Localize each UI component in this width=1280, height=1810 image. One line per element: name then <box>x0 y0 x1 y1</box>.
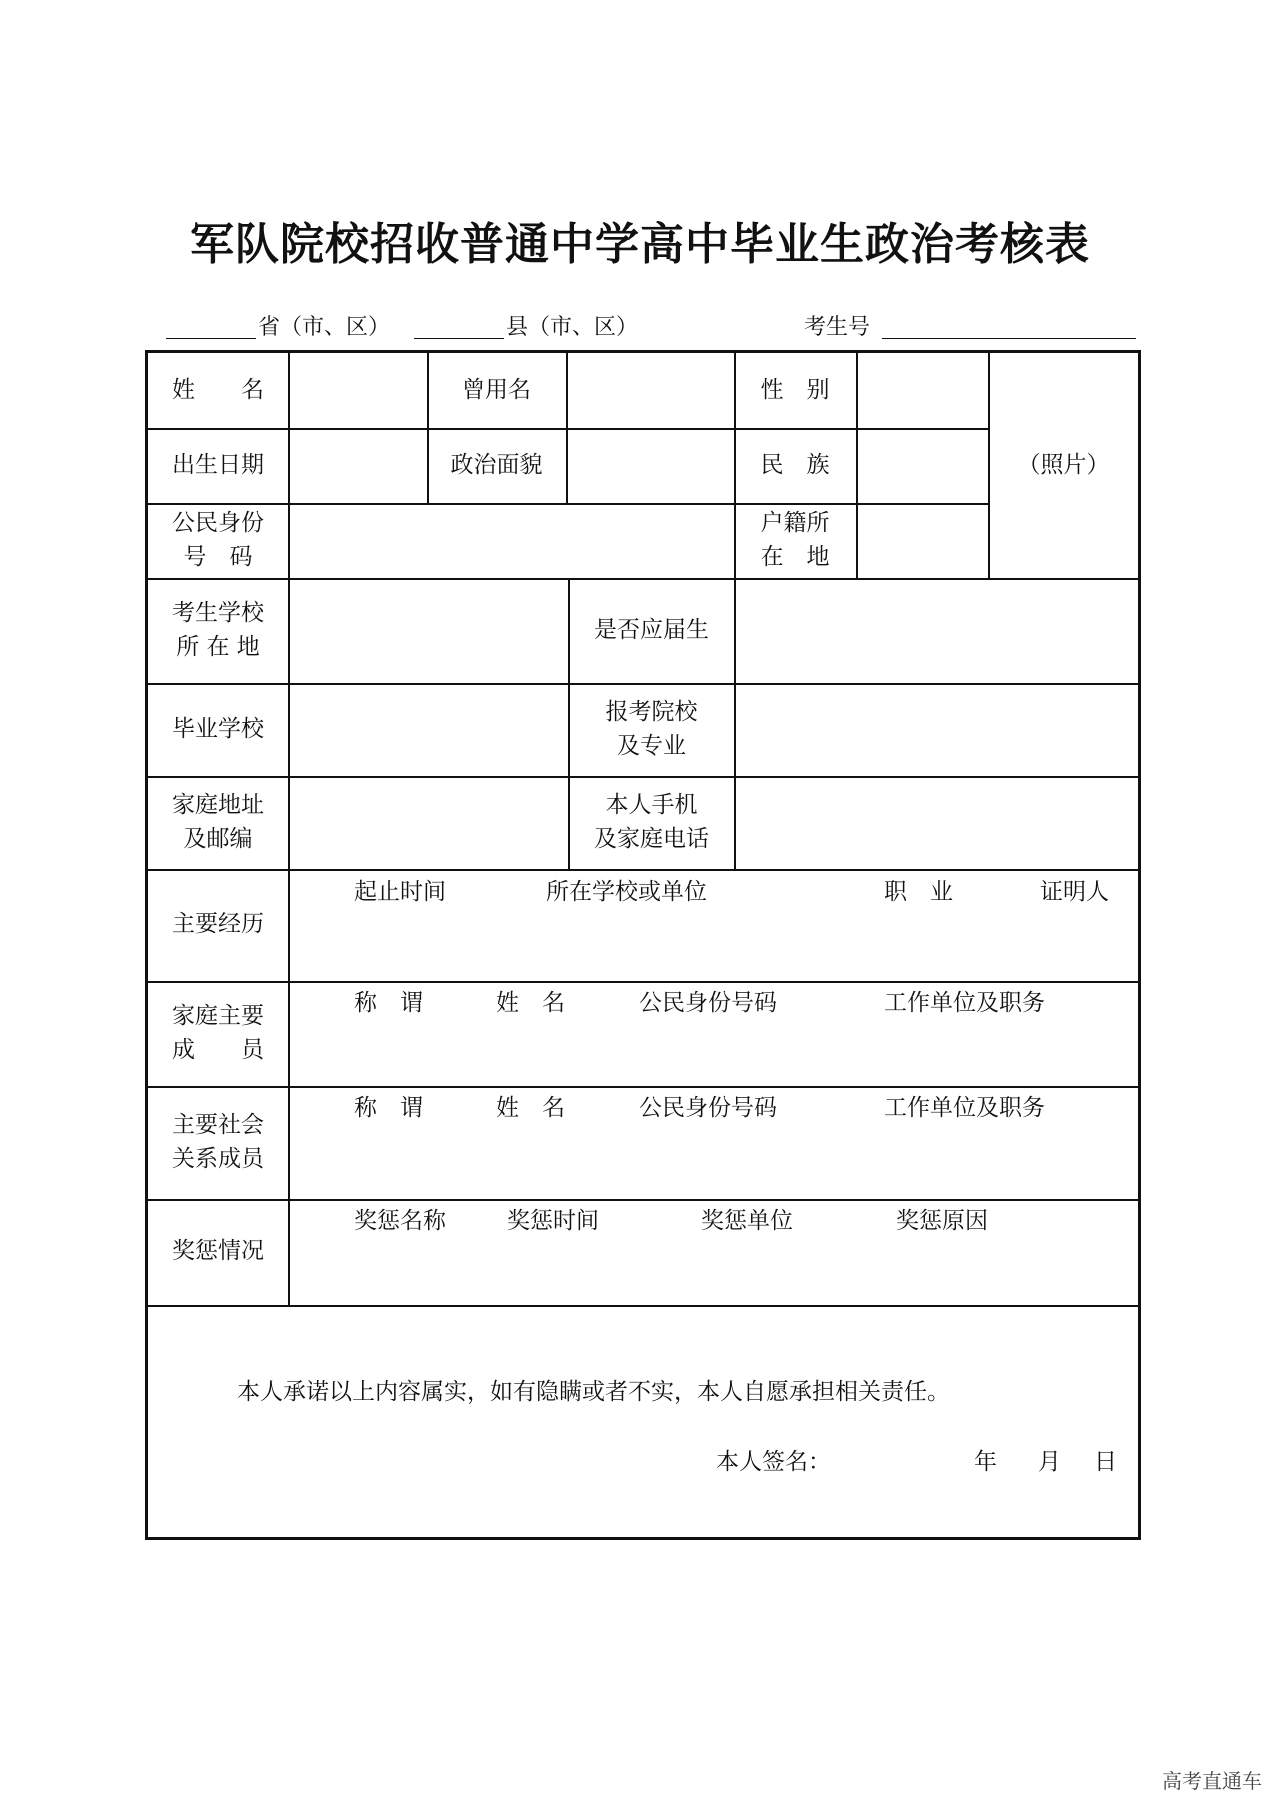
form-title: 军队院校招收普通中学高中毕业生政治考核表 <box>190 219 1090 270</box>
social-col-id: 公民身份号码 <box>639 1095 777 1121</box>
experience-col-school: 所在学校或单位 <box>546 879 707 905</box>
experience-col-occupation: 职 业 <box>884 879 953 905</box>
county-blank[interactable] <box>414 338 504 339</box>
current-graduate-field[interactable] <box>735 578 1138 683</box>
label-household-location: 户籍所 在 地 <box>760 510 830 570</box>
watermark: 高考直通车 <box>1162 1769 1262 1793</box>
name-field[interactable] <box>289 353 427 428</box>
label-school-location: 考生学校 所 在 地 <box>172 600 264 660</box>
photo-placeholder[interactable]: （照片） <box>1017 451 1110 478</box>
social-col-work: 工作单位及职务 <box>884 1095 1045 1121</box>
label-home-address: 家庭地址 及邮编 <box>172 792 264 852</box>
family-col-id: 公民身份号码 <box>639 990 777 1016</box>
label-gender: 性 别 <box>760 376 830 403</box>
school-location-field[interactable] <box>289 578 568 683</box>
phone-field[interactable] <box>735 776 1138 869</box>
former-name-field[interactable] <box>567 353 734 428</box>
gender-field[interactable] <box>857 353 988 428</box>
social-col-relation: 称 谓 <box>354 1095 423 1121</box>
label-current-graduate: 是否应届生 <box>594 616 709 643</box>
ethnicity-field[interactable] <box>857 428 988 503</box>
signature-day: 日 <box>1094 1449 1117 1475</box>
label-ethnicity: 民 族 <box>760 451 830 478</box>
home-address-field[interactable] <box>289 776 568 869</box>
signature-year: 年 <box>974 1449 997 1475</box>
reward-col-unit: 奖惩单位 <box>701 1208 793 1234</box>
assessment-form <box>145 350 1141 1540</box>
signature-label: 本人签名： <box>716 1449 831 1475</box>
province-blank[interactable] <box>166 338 256 339</box>
experience-col-witness: 证明人 <box>1040 879 1109 905</box>
social-col-name: 姓 名 <box>496 1095 565 1121</box>
label-name: 姓 名 <box>172 376 264 403</box>
family-col-relation: 称 谓 <box>354 990 423 1016</box>
birth-date-field[interactable] <box>289 428 427 503</box>
exam-number-label: 考生号 <box>804 315 871 340</box>
family-col-name: 姓 名 <box>496 990 565 1016</box>
graduation-school-field[interactable] <box>289 683 568 776</box>
province-suffix: 省（市、区） <box>258 315 391 340</box>
label-id-number: 公民身份 号 码 <box>172 510 264 570</box>
reward-col-reason: 奖惩原因 <box>896 1208 988 1234</box>
household-location-field[interactable] <box>857 503 988 578</box>
label-political-status: 政治面貌 <box>450 451 543 478</box>
pledge-text: 本人承诺以上内容属实，如有隐瞒或者不实，本人自愿承担相关责任。 <box>237 1379 950 1405</box>
label-applied-school-major: 报考院校 及专业 <box>605 699 698 759</box>
family-col-work: 工作单位及职务 <box>884 990 1045 1016</box>
label-main-experience: 主要经历 <box>172 911 264 938</box>
exam-number-blank[interactable] <box>882 338 1136 339</box>
experience-col-period: 起止时间 <box>354 879 446 905</box>
reward-col-time: 奖惩时间 <box>507 1208 599 1234</box>
applied-school-major-field[interactable] <box>735 683 1138 776</box>
label-phone: 本人手机 及家庭电话 <box>594 792 709 852</box>
label-birth-date: 出生日期 <box>172 451 264 478</box>
county-suffix: 县（市、区） <box>506 315 639 340</box>
label-rewards: 奖惩情况 <box>172 1238 264 1265</box>
political-status-field[interactable] <box>567 428 734 503</box>
label-former-name: 曾用名 <box>462 376 531 403</box>
label-social-relations: 主要社会 关系成员 <box>172 1112 264 1172</box>
signature-month: 月 <box>1038 1449 1061 1475</box>
label-graduation-school: 毕业学校 <box>172 715 264 742</box>
label-family-members: 家庭主要 成 员 <box>172 1003 264 1063</box>
reward-col-name: 奖惩名称 <box>354 1208 446 1234</box>
id-number-field[interactable] <box>289 503 734 578</box>
